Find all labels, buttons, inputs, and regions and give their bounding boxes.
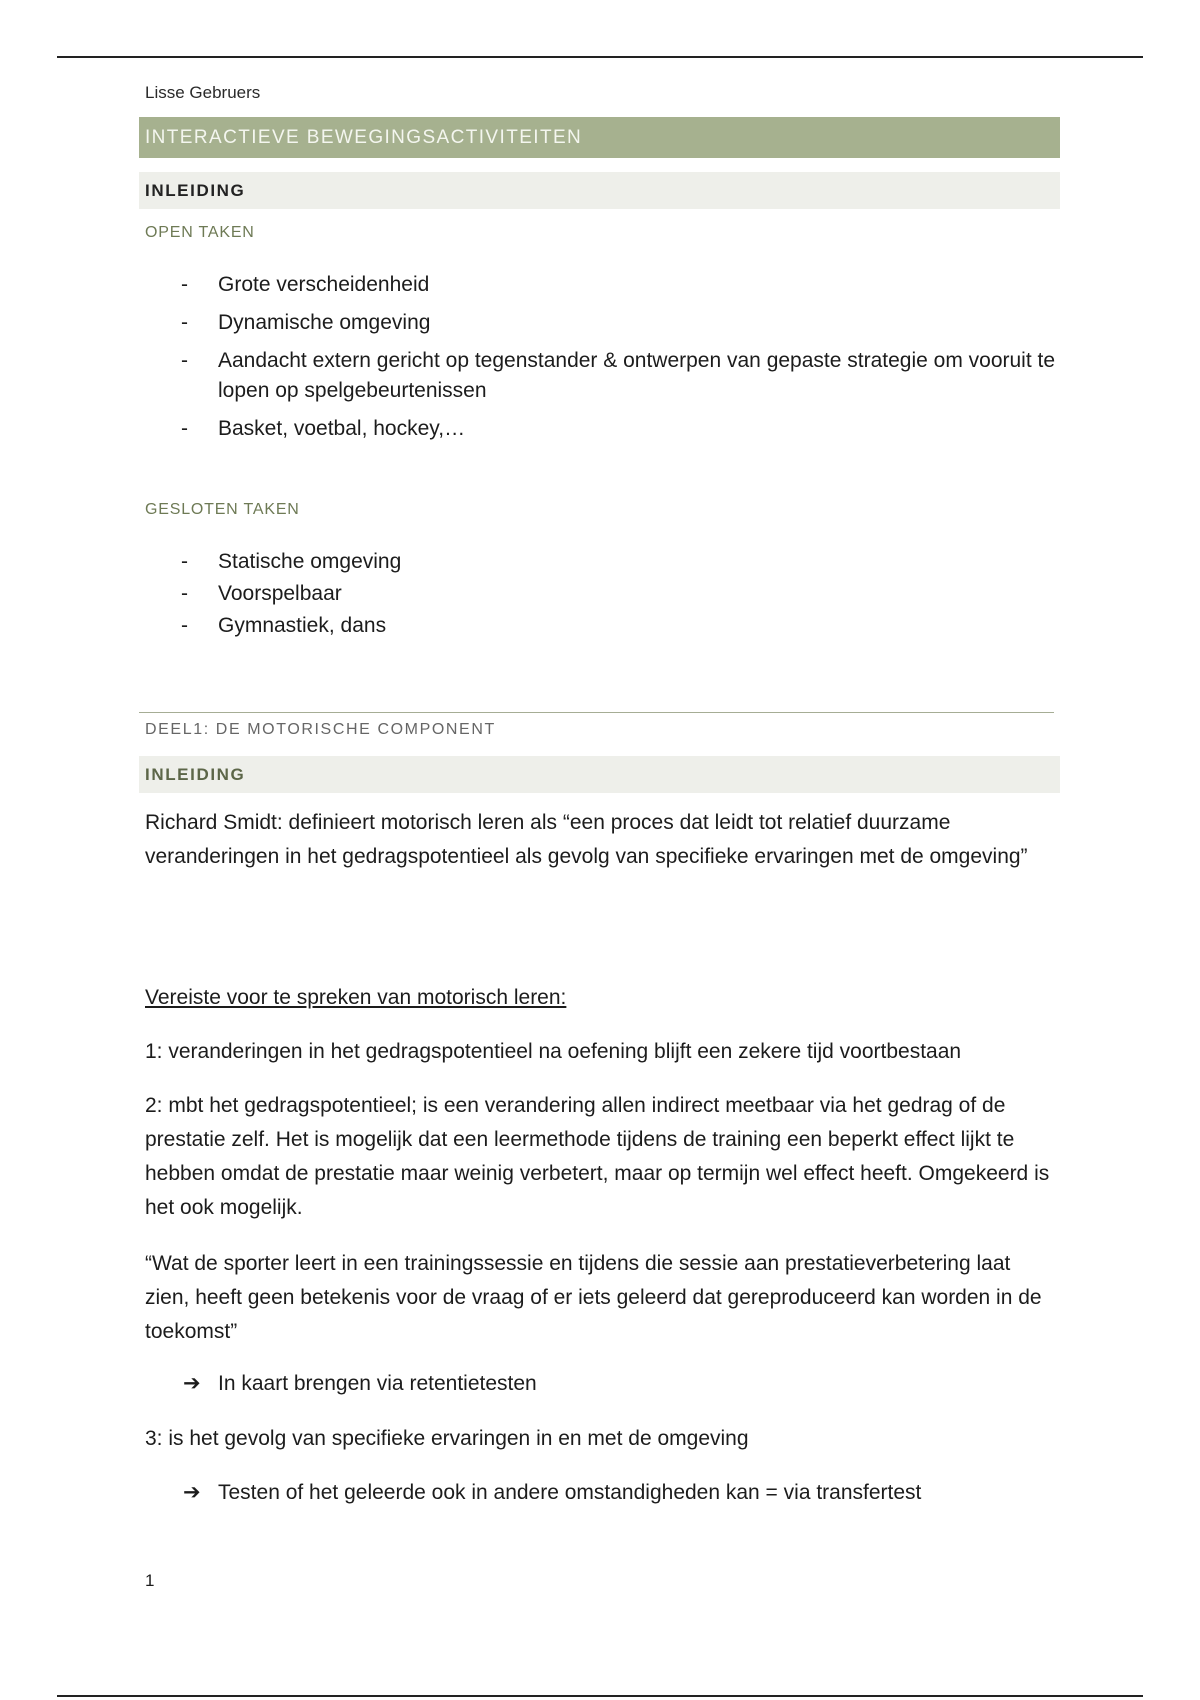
subheading-open-taken: OPEN TAKEN [145, 224, 255, 241]
part-heading: DEEL1: DE MOTORISCHE COMPONENT [145, 721, 496, 738]
requirements-title: Vereiste voor te spreken van motorisch leren: [145, 986, 567, 1009]
document-title: INTERACTIEVE BEWEGINGSACTIVITEITEN [139, 117, 1060, 158]
header-rule [57, 56, 1143, 58]
list-item: - Voorspelbaar [145, 579, 1060, 609]
section-divider [139, 712, 1054, 713]
requirement-2: 2: mbt het gedragspotentieel; is een verandering allen indirect meetbaar via het gedrag of de prestatie zelf. Het is mogelijk dat een leermethode tijdens de training een beperkt effect lijkt te hebben omdat de prestatie maar weinig verbetert, maar op termijn wel effect heeft. Omgekeerd is het ook mogelijk. [145, 1094, 1050, 1219]
list-item: - Aandacht extern gericht op tegenstander & ontwerpen van gepaste strategie om vooruit te lopen op spelgebeurtenissen [145, 346, 1060, 406]
requirement-3: 3: is het gevolg van specifieke ervaringen in en met de omgeving [145, 1427, 749, 1450]
list-item: - Basket, voetbal, hockey,… [145, 414, 1060, 444]
list-item: - Grote verscheidenheid [145, 270, 1060, 300]
arrow-right-icon: ➔ [183, 1481, 201, 1504]
arrow-item-transfer [183, 1478, 921, 1508]
open-taken-list [145, 270, 1060, 444]
arrow-item-text: In kaart brengen via retentietesten [218, 1372, 537, 1395]
definition-paragraph: Richard Smidt: definieert motorisch leren als “een proces dat leidt tot relatief duurzame veranderingen in het gedragspotentieel als gevolg van specifieke ervaringen met de omgeving” [145, 811, 1028, 868]
arrow-right-icon: ➔ [183, 1372, 201, 1395]
arrow-item-retention [183, 1369, 537, 1399]
author-name: Lisse Gebruers [145, 83, 261, 102]
arrow-item-text: Testen of het geleerde ook in andere omstandigheden kan = via transfertest [218, 1481, 922, 1504]
gesloten-taken-list [145, 547, 1060, 641]
page-number: 1 [145, 1571, 155, 1590]
list-item: - Dynamische omgeving [145, 308, 1060, 338]
requirement-1: 1: veranderingen in het gedragspotentieel na oefening blijft een zekere tijd voortbestaan [145, 1040, 962, 1063]
list-item: - Statische omgeving [145, 547, 1060, 577]
quote-paragraph: “Wat de sporter leert in een trainingssessie en tijdens die sessie aan prestatieverbetering laat zien, heeft geen betekenis voor de vraag of er iets geleerd dat gereproduceerd kan worden in de toekomst” [145, 1252, 1042, 1343]
section-heading-inleiding: INLEIDING [139, 172, 1060, 209]
footer-rule [57, 1695, 1143, 1697]
section-heading-inleiding-2: INLEIDING [139, 756, 1060, 793]
subheading-gesloten-taken: GESLOTEN TAKEN [145, 501, 300, 518]
list-item: - Gymnastiek, dans [145, 611, 1060, 641]
